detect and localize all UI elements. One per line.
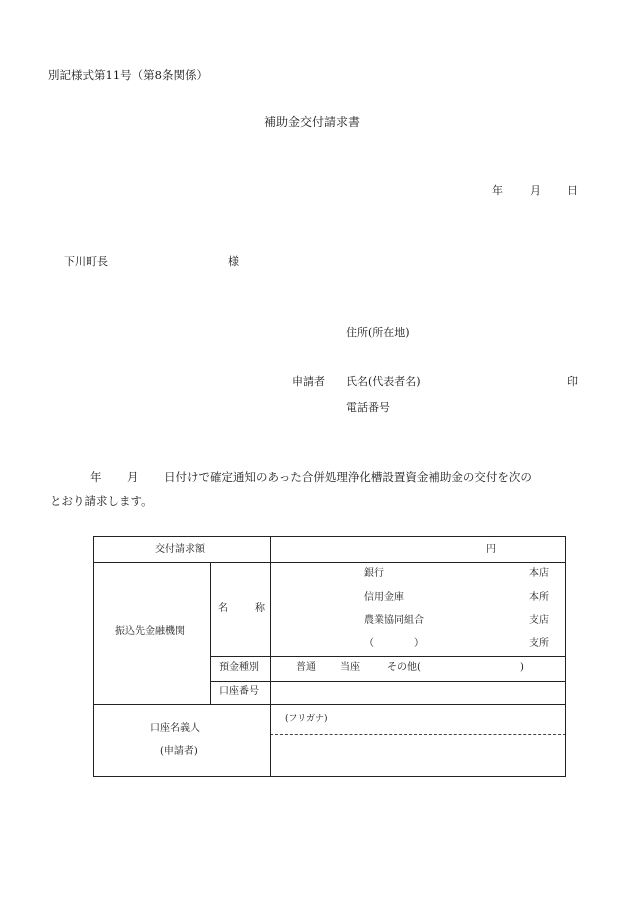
deposit-type-label: 預金種別	[219, 662, 259, 673]
document-title: 補助金交付請求書	[264, 115, 361, 129]
holder-label: 口座名義人	[150, 723, 200, 734]
form-number: 別記様式第11号（第8条関係）	[48, 68, 208, 82]
table-rule	[93, 562, 566, 563]
table-rule	[270, 536, 271, 777]
table-border-bottom	[93, 776, 566, 777]
deposit-option-current: 当座	[340, 662, 360, 673]
deposit-option-other: その他(	[387, 662, 421, 673]
table-rule	[210, 656, 566, 657]
table-border-right	[565, 536, 566, 777]
body-line-1: 日付けで確定通知のあった合併処理浄化槽設置資金補助金の交付を次の	[164, 470, 532, 484]
table-rule	[210, 681, 566, 682]
amount-label: 交付請求額	[155, 544, 205, 555]
applicant-label: 申請者	[292, 375, 325, 388]
table-border-top	[93, 536, 566, 537]
applicant-name-label: 氏名(代表者名)	[346, 375, 421, 388]
account-number-label: 口座番号	[219, 686, 259, 697]
body-month: 月	[127, 470, 139, 484]
table-rule	[93, 704, 566, 705]
body-year: 年	[90, 470, 102, 484]
date-day: 日	[567, 184, 578, 197]
institution-type: （ ）	[364, 638, 424, 649]
institution-type: 農業協同組合	[364, 615, 424, 626]
holder-sub-label: (申請者)	[160, 746, 198, 757]
deposit-option-ordinary: 普通	[296, 662, 316, 673]
deposit-option-close: )	[520, 662, 524, 673]
institution-type: 銀行	[364, 568, 384, 579]
date-year: 年	[492, 184, 503, 197]
institution-branch: 支店	[529, 615, 549, 626]
date-month: 月	[530, 184, 541, 197]
institution-branch: 支所	[529, 638, 549, 649]
addressee-name: 下川町長	[64, 255, 108, 268]
name-label-a: 名	[218, 603, 228, 614]
institution-branch: 本店	[529, 568, 549, 579]
body-line-2: とおり請求します。	[50, 494, 153, 508]
addressee-honorific: 様	[228, 255, 239, 268]
name-label-b: 称	[255, 603, 265, 614]
table-border-left	[93, 536, 94, 777]
bank-label: 振込先金融機関	[115, 626, 185, 637]
seal-mark: 印	[567, 375, 578, 388]
applicant-phone-label: 電話番号	[346, 401, 390, 414]
institution-branch: 本所	[529, 592, 549, 603]
table-dashed-rule	[270, 734, 566, 735]
furigana-label: (フリガナ)	[285, 714, 328, 724]
institution-type: 信用金庫	[364, 592, 404, 603]
amount-unit: 円	[486, 544, 496, 555]
applicant-address-label: 住所(所在地)	[346, 326, 410, 339]
table-rule	[210, 562, 211, 704]
